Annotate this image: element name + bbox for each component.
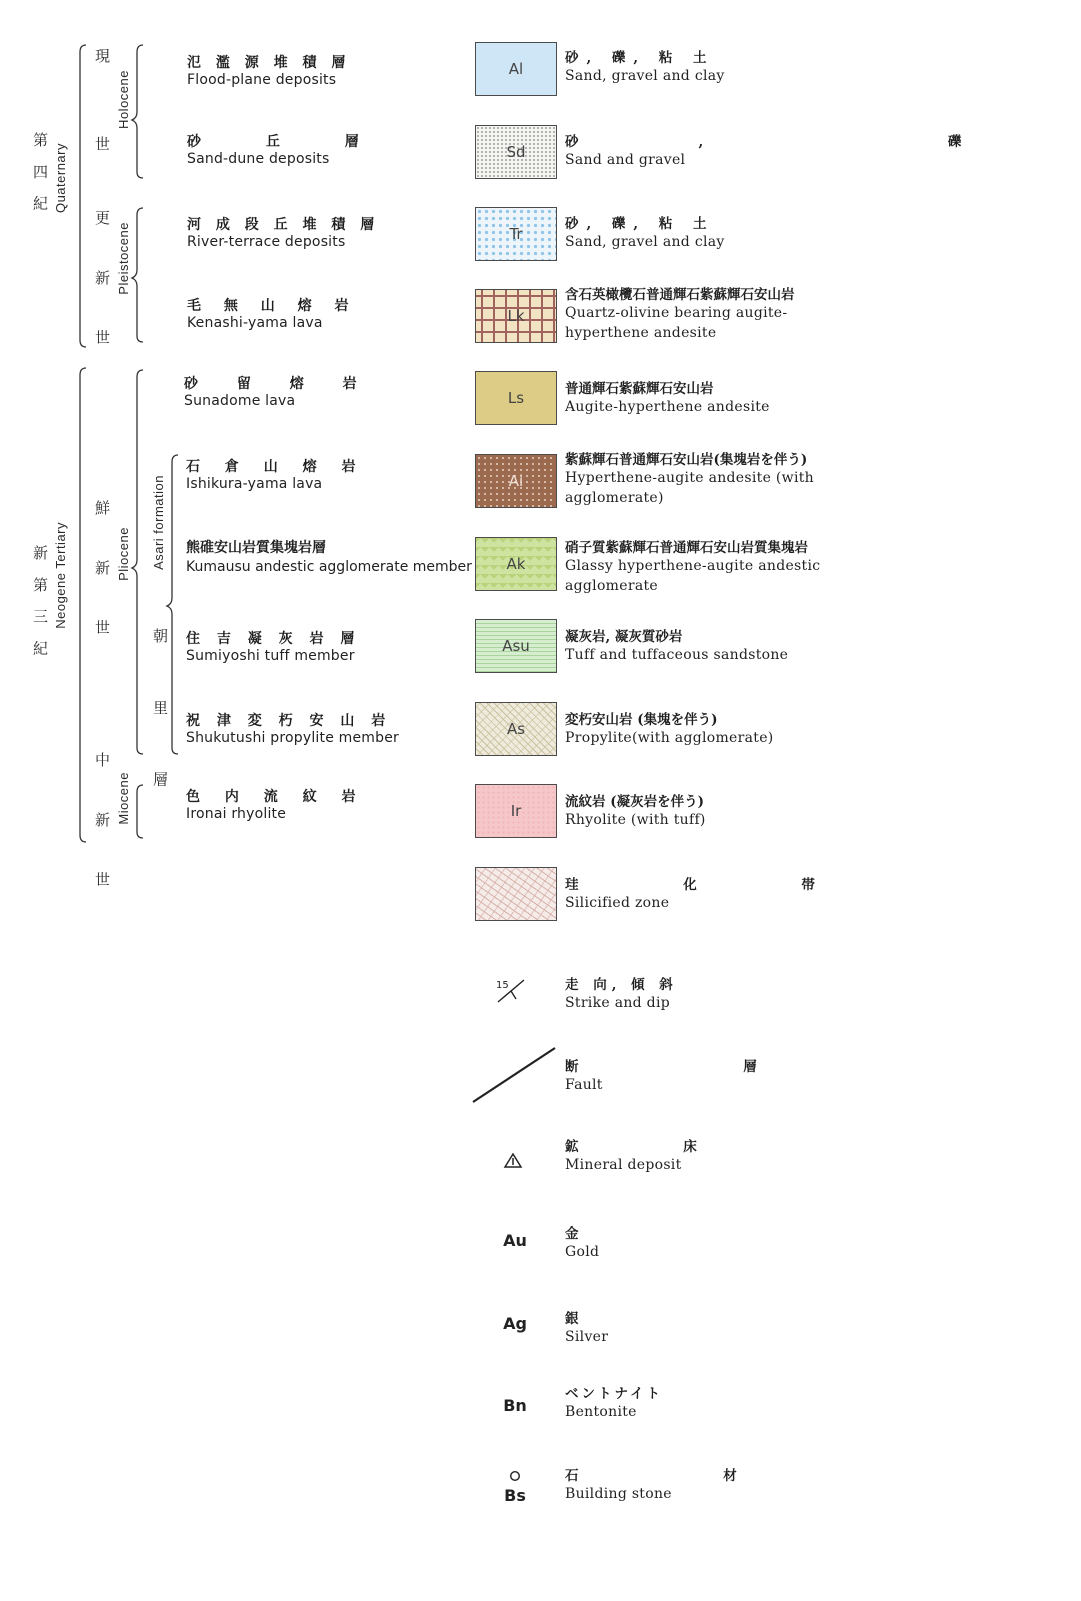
- legend-desc: [565, 377, 875, 417]
- symbol-desc: [565, 973, 875, 1013]
- symbol-desc-en: Building stone: [565, 1486, 672, 1502]
- unit-row: [187, 131, 389, 167]
- symbol-desc: [565, 1382, 875, 1422]
- unit-name-jp: 砂 丘 層: [187, 134, 389, 150]
- legend-desc: [565, 790, 875, 830]
- unit-name-en: Sunadome lava: [184, 393, 296, 409]
- symbol-desc-en: Gold: [565, 1244, 600, 1260]
- symbol-desc: [565, 1135, 875, 1175]
- legend-desc: [565, 448, 875, 508]
- symbol-desc: [565, 1307, 875, 1347]
- unit-name-jp: 熊碓安山岩質集塊岩層: [186, 540, 326, 556]
- symbol-desc-jp: 走 向, 傾 斜: [565, 977, 678, 993]
- epoch-pliocene-en: Pliocene: [116, 527, 131, 581]
- legend-desc-jp: 含石英橄欖石普通輝石紫蘇輝石安山岩: [565, 287, 795, 303]
- unit-row: [186, 710, 399, 746]
- legend-box-al: Al: [475, 42, 557, 96]
- era-tertiary-jp: 新 第 三 紀: [31, 545, 49, 662]
- unit-row: [186, 786, 366, 822]
- epoch-miocene-en: Miocene: [116, 772, 131, 825]
- unit-name-en: Shukutushi propylite member: [186, 730, 400, 746]
- legend-desc-jp: 普通輝石紫蘇輝石安山岩: [565, 381, 714, 397]
- bentonite-icon: Bn: [503, 1396, 527, 1415]
- symbol-desc: [565, 1222, 875, 1262]
- unit-name-en: River-terrace deposits: [187, 234, 346, 250]
- epoch-holocene-jp: 現 世: [93, 48, 111, 185]
- symbol-desc: [565, 1464, 875, 1504]
- symbol-desc-en: Fault: [565, 1077, 603, 1093]
- legend-desc-en: Sand and gravel: [565, 152, 686, 168]
- unit-name-jp: 石 倉 山 熔 岩: [186, 459, 366, 475]
- legend-desc-jp: 流紋岩 (凝灰岩を伴う): [565, 794, 704, 810]
- symbol-desc-en: Strike and dip: [565, 995, 670, 1011]
- legend-desc-en: Tuff and tuffaceous sandstone: [565, 647, 789, 663]
- formation-asari-jp: 朝 里 層: [151, 628, 169, 813]
- building-stone-circle-icon: [509, 1470, 521, 1482]
- era-quaternary-jp: 第 四 紀: [31, 132, 49, 217]
- legend-desc-en: Silicified zone: [565, 895, 670, 911]
- legend-desc-jp: 珪 化 帯: [565, 877, 865, 893]
- legend-box-ir: Ir: [475, 784, 557, 838]
- legend-desc-en: Glassy hyperthene-augite andestic agglomerate: [565, 558, 821, 594]
- unit-name-en: Ironai rhyolite: [186, 806, 287, 822]
- symbol-desc-jp: 銀: [565, 1311, 579, 1327]
- legend-desc: [565, 536, 875, 596]
- legend-desc-en: Rhyolite (with tuff): [565, 812, 706, 828]
- unit-row: [187, 52, 350, 88]
- legend-desc: [565, 625, 875, 665]
- unit-name-en: Kenashi-yama lava: [187, 315, 323, 331]
- legend-desc-en: Hyperthene-augite andesite (with agglomerate): [565, 470, 814, 506]
- unit-name-jp: 色 内 流 紋 岩: [186, 789, 366, 805]
- legend-box-sd: Sd: [475, 125, 557, 179]
- strike-dip-icon: [492, 972, 532, 1008]
- legend-desc-en: Augite-hyperthene andesite: [565, 399, 770, 415]
- unit-name-en: Ishikura-yama lava: [186, 476, 323, 492]
- unit-name-jp: 毛 無 山 熔 岩: [187, 298, 358, 314]
- legend-desc-jp: 変朽安山岩 (集塊を伴う): [565, 712, 718, 728]
- unit-name-en: Sand-dune deposits: [187, 151, 330, 167]
- silver-icon: Ag: [503, 1314, 527, 1333]
- legend-box-lk: Lk: [475, 289, 557, 343]
- legend-box-silicified: [475, 867, 557, 921]
- legend-desc: [565, 130, 1081, 170]
- strike-dip-value: 15: [496, 980, 509, 991]
- era-quaternary-en: Quaternary: [53, 143, 68, 214]
- legend-desc-jp: 砂, 礫, 粘 土: [565, 50, 715, 66]
- legend-desc-jp: 紫蘇輝石普通輝石安山岩(集塊岩を伴う): [565, 452, 808, 468]
- legend-desc: [565, 873, 875, 913]
- unit-name-jp: 砂 留 熔 岩: [184, 376, 374, 392]
- building-stone-icon: Bs: [504, 1486, 526, 1505]
- mineral-deposit-icon: [504, 1152, 524, 1170]
- unit-name-en: Flood-plane deposits: [187, 72, 337, 88]
- unit-name-jp: 住 吉 凝 灰 岩 層: [186, 631, 361, 647]
- symbol-desc-jp: 鉱 床: [565, 1139, 747, 1155]
- legend-desc-jp: 砂, 礫, 粘 土: [565, 216, 715, 232]
- unit-name-en: Kumausu andestic agglomerate member: [186, 559, 472, 575]
- epoch-pleistocene-en: Pleistocene: [116, 222, 131, 295]
- era-tertiary-en: Neogene Tertiary: [53, 522, 68, 629]
- legend-box-as: As: [475, 702, 557, 756]
- legend-desc-en: Sand, gravel and clay: [565, 234, 725, 250]
- legend-desc-en: Quartz-olivine bearing augite-hyperthene andesite: [565, 305, 788, 341]
- symbol-desc-jp: 断 層: [565, 1059, 837, 1075]
- symbol-desc-jp: ベントナイト: [565, 1386, 664, 1402]
- legend-desc: [565, 212, 875, 252]
- unit-row: [187, 295, 358, 331]
- unit-name-en: Sumiyoshi tuff member: [186, 648, 355, 664]
- fault-icon: [470, 1044, 560, 1106]
- unit-name-jp: 氾 濫 源 堆 積 層: [187, 55, 351, 71]
- unit-row: [186, 537, 486, 577]
- symbol-desc-jp: 石 材: [565, 1468, 807, 1484]
- legend-desc-en: Sand, gravel and clay: [565, 68, 725, 84]
- legend-desc-jp: 凝灰岩, 凝灰質砂岩: [565, 629, 683, 645]
- epoch-pleistocene-jp: 更 新 世: [93, 210, 111, 365]
- unit-row: [186, 628, 360, 664]
- symbol-desc-en: Bentonite: [565, 1404, 637, 1420]
- symbol-desc: [565, 1055, 875, 1095]
- epoch-miocene-jp: 中 新 世: [93, 752, 111, 907]
- legend-desc: [565, 708, 875, 748]
- symbol-desc-jp: 金: [565, 1226, 579, 1242]
- unit-row: [184, 373, 374, 409]
- symbol-desc-en: Mineral deposit: [565, 1157, 682, 1173]
- legend-desc: [565, 46, 875, 86]
- symbol-desc-en: Silver: [565, 1329, 609, 1345]
- epoch-pliocene-jp: 鮮 新 世: [93, 500, 111, 655]
- gold-icon: Au: [503, 1231, 527, 1250]
- legend-desc-jp: 硝子質紫蘇輝石普通輝石安山岩質集塊岩: [565, 540, 808, 556]
- unit-name-jp: 河 成 段 丘 堆 積 層: [187, 217, 380, 233]
- legend-box-tr: Tr: [475, 207, 557, 261]
- epoch-holocene-en: Holocene: [116, 70, 131, 129]
- unit-row: [187, 214, 379, 250]
- legend-desc: [565, 283, 875, 343]
- legend-desc-jp: 砂, 礫: [565, 134, 1081, 150]
- legend-box-ak: Ak: [475, 537, 557, 591]
- legend-box-asu: Asu: [475, 619, 557, 673]
- unit-name-jp: 祝 津 変 朽 安 山 岩: [186, 713, 392, 729]
- unit-row: [186, 456, 366, 492]
- legend-box-ls: Ls: [475, 371, 557, 425]
- formation-asari-en: Asari formation: [151, 475, 166, 570]
- legend-desc-en: Propylite(with agglomerate): [565, 730, 774, 746]
- legend-box-ai: Ai: [475, 454, 557, 508]
